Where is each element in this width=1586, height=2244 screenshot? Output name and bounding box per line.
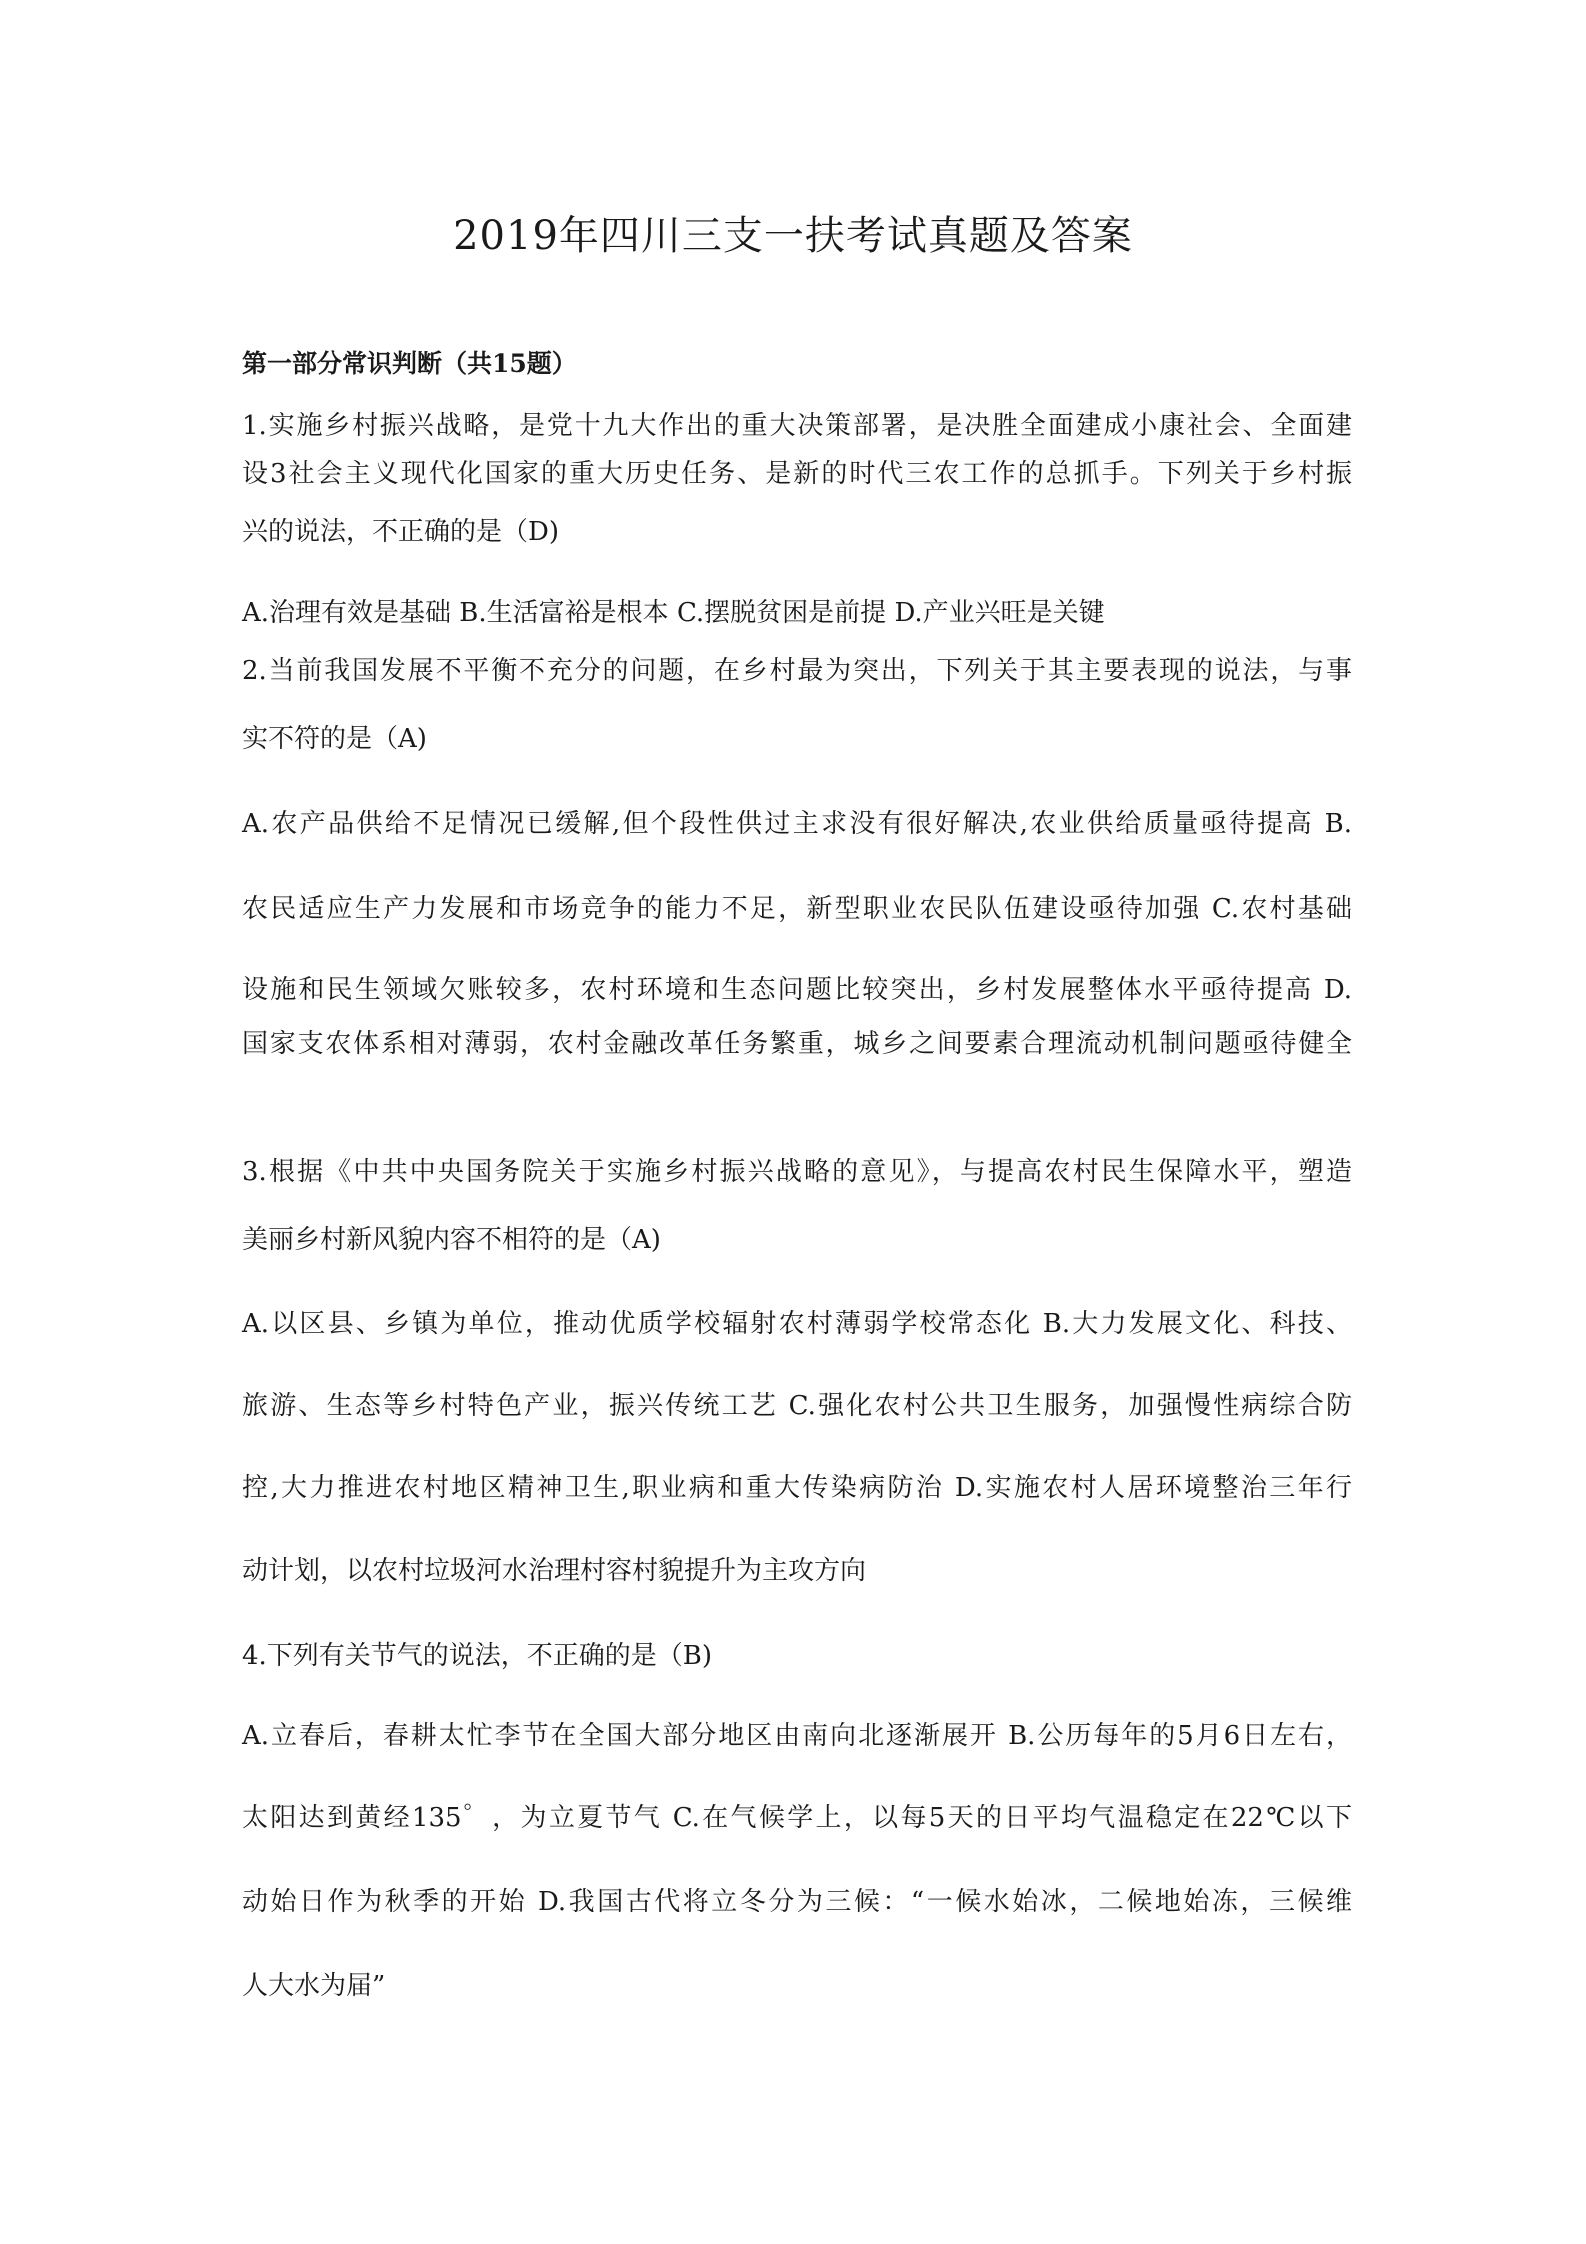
question-3-line-1: 3.根据《中共中央国务院关于实施乡村振兴战略的意见》，与提高农村民生保障水平，塑造	[242, 1157, 1352, 1187]
question-2-options-line-4: 国家支农体系相对薄弱，农村金融改革任务繁重，城乡之间要素合理流动机制问题亟待健全	[242, 1029, 1352, 1059]
question-4-options-line-3: 动始日作为秋季的开始 D.我国古代将立冬分为三候：“一候水始冰，二候地始冻，三候维	[242, 1887, 1352, 1917]
question-2-options-line-3: 设施和民生领域欠账较多，农村环境和生态问题比较突出，乡村发展整体水平亟待提高 D.	[242, 975, 1352, 1005]
question-1-line-2: 设3社会主义现代化国家的重大历史任务、是新的时代三农工作的总抓手。下列关于乡村振	[242, 459, 1352, 489]
question-3-options-line-2: 旅游、生态等乡村特色产业，振兴传统工艺 C.强化农村公共卫生服务，加强慢性病综合防	[242, 1391, 1352, 1421]
question-4-options-line-2: 太阳达到黄经135゜，为立夏节气 C.在气候学上，以每5天的日平均气温稳定在22℃以下	[242, 1803, 1352, 1833]
section-heading: 第一部分常识判断（共15题）	[242, 349, 577, 378]
question-3-options-line-3: 控,大力推进农村地区精神卫生,职业病和重大传染病防治 D.实施农村人居环境整治三年行	[242, 1473, 1352, 1503]
question-2-options-line-1: A.农产品供给不足情况已缓解,但个段性供过主求没有很好解决,农业供给质量亟待提高 B.	[242, 809, 1352, 839]
question-1-line-3: 兴的说法，不正确的是（D)	[242, 517, 559, 547]
document-title: 2019年四川三支一扶考试真题及答案	[453, 213, 1133, 259]
question-3-options-line-4: 动计划，以农村垃圾河水治理村容村貌提升为主攻方向	[242, 1556, 867, 1586]
question-4-line-1: 4.下列有关节气的说法，不正确的是（B)	[242, 1641, 713, 1671]
question-3-line-2: 美丽乡村新风貌内容不相符的是（A)	[242, 1225, 661, 1255]
question-4-options-line-4: 人大水为届”	[242, 1971, 386, 2001]
question-2-line-2: 实不符的是（A)	[242, 724, 427, 754]
question-3-options-line-1: A.以区县、乡镇为单位，推动优质学校辐射农村薄弱学校常态化 B.大力发展文化、科技、	[242, 1309, 1352, 1339]
question-4-options-line-1: A.立春后，春耕太忙李节在全国大部分地区由南向北逐渐展开 B.公历每年的5月6日左右，	[242, 1721, 1352, 1751]
question-1-line-1: 1.实施乡村振兴战略，是党十九大作出的重大决策部署，是决胜全面建成小康社会、全面建	[242, 411, 1352, 441]
question-2-options-line-2: 农民适应生产力发展和市场竞争的能力不足，新型职业农民队伍建设亟待加强 C.农村基础	[242, 894, 1352, 924]
question-1-options: A.治理有效是基础 B.生活富裕是根本 C.摆脱贫困是前提 D.产业兴旺是关键	[242, 598, 1105, 628]
question-2-line-1: 2.当前我国发展不平衡不充分的问题，在乡村最为突出，下列关于其主要表现的说法，与事	[242, 656, 1352, 686]
